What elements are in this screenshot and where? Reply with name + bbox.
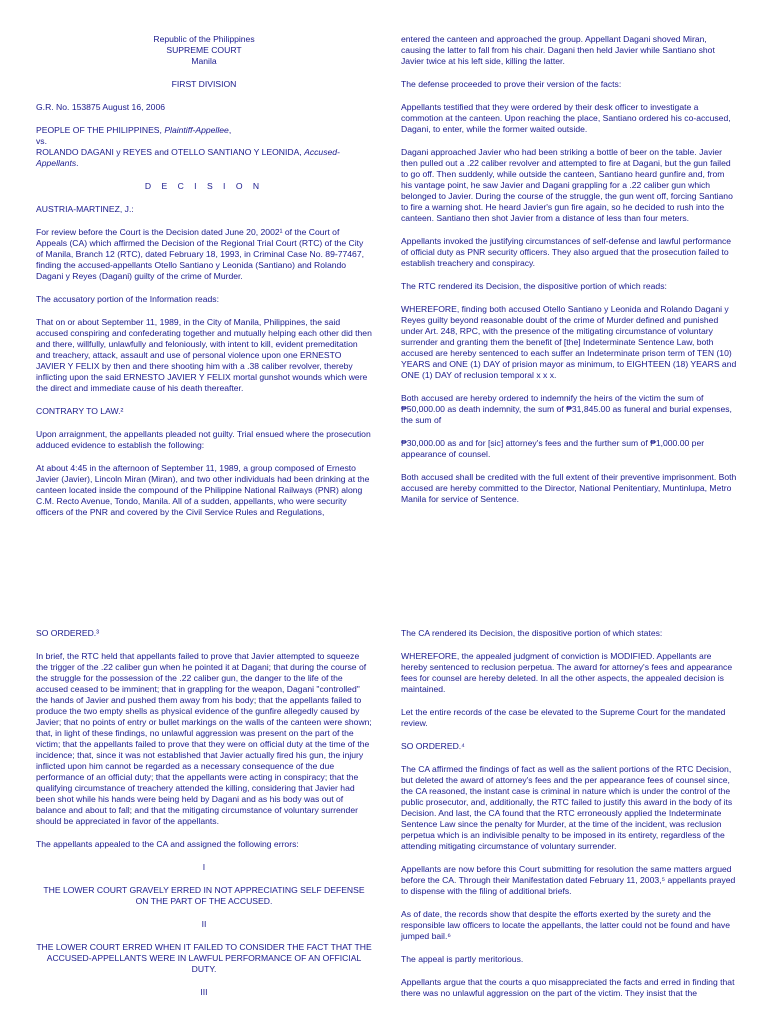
paragraph: The CA affirmed the findings of fact as well as the salient portions of the RTC Decision, but deleted the award of attorney's fees and the per appearance fees of counsel since, the CA reasoned, the instant case is criminal in nature which is under the control of the public prosecutor, and, additionally, the RTC failed to justify this award in the body of its Decision. And last, the CA found that the RTC erroneously applied the Indeterminate Sentence Law since the penalty for Murder, at the time of the incident, was reclusion perpetua which is an indivisible penalty to be imposed in its entirety, regardless of the attending mitigating circumstance of voluntary surrender. — [401, 764, 733, 851]
paragraph: Appellants argue that the courts a quo misappreciated the facts and erred in finding that there was no unlawful aggression on the part of the victim. They insist that the — [401, 977, 735, 998]
paragraph: The CA rendered its Decision, the dispositive portion of which states: — [401, 628, 663, 638]
page2-right-column — [401, 628, 737, 1011]
header-republic: Republic of the Philippines — [153, 34, 255, 44]
party-accused: ROLANDO DAGANI y REYES and OTELLO SANTIANO Y LEONIDA, Accused-Appellants. — [36, 147, 340, 168]
error-number: III — [200, 987, 208, 997]
ponente: AUSTRIA-MARTINEZ, J.: — [36, 204, 134, 214]
document-page-2 — [0, 512, 768, 1022]
paragraph: Both accused are hereby ordered to indemnify the heirs of the victim the sum of ₱50,000.00 as death indemnity, the sum of ₱31,845.00 as funeral and burial expenses, the sum of — [401, 393, 732, 425]
paragraph: WHEREFORE, the appealed judgment of conviction is MODIFIED. Appellants are hereby sentenced to reclusion perpetua. The award for attorney's fees and appearance fees for counsel are hereby deleted. In all the other aspects, the appealed decision is maintained. — [401, 651, 733, 694]
paragraph: The RTC rendered its Decision, the dispositive portion of which reads: — [401, 281, 667, 291]
page1-right-column — [401, 34, 737, 517]
paragraph: The appeal is partly meritorious. — [401, 954, 524, 964]
paragraph: SO ORDERED.⁴ — [401, 741, 465, 751]
error-number: I — [202, 862, 206, 872]
versus: vs. — [36, 136, 47, 146]
page2-left-column — [36, 628, 372, 1010]
page1-left-column — [36, 34, 372, 530]
paragraph: In brief, the RTC held that appellants failed to prove that Javier attempted to squeeze the trigger of the .22 caliber gun when he pointed it at Dagani; that during the course of the struggle for the possession of the .22 caliber gun, the danger to the life of the accused ceased to be imminent; that in grappling for the weapon, Dagani "controlled" the hands of Javier and pushed them away from his body; that the appellants failed to produce the two empty shells as physical evidence of the gunfire allegedly caused by Javier; that no points of entry or bullet markings on the walls of the canteen were shown; that, in light of these findings, no unlawful aggression was present on the part of the victim; that the appellants failed to prove that they were on official duty at the time of the incidence; that, since it was not established that Javier actually fired his gun, the injury inflicted upon him cannot be regarded as a necessary consequence of the due performance of an official duty; that the appellants were acting in conspiracy; that the qualifying circumstance of treachery attended the killing, considering that Javier had been shot while his hands were being held by Dagani and as his body was out of balance and about to fall; and that the mitigating circumstance of voluntary surrender should be appreciated in favor of the appellants. — [36, 651, 372, 826]
case-parties — [36, 125, 372, 169]
paragraph: That on or about September 11, 1989, in the City of Manila, Philippines, the said accused conspiring and confederating together and mutually helping each other did then and there, willfully, unlawfully and feloniously, with intent to kill, evident premeditation and treachery, attack, assault and use of personal violence upon one ERNESTO JAVIER Y FELIX by then and there shooting him with a .38 caliber revolver, thereby inflicting upon the said ERNESTO JAVIER Y FELIX mortal gunshot wounds which were the direct and immediate cause of his death thereafter. — [36, 317, 372, 393]
paragraph: Appellants invoked the justifying circumstances of self-defense and lawful performance of official duty as PNR security officers. They also argued that the prosecution failed to establish treachery and conspiracy. — [401, 236, 732, 268]
paragraph: For review before the Court is the Decision dated June 20, 2002¹ of the Court of Appeals (CA) which affirmed the Decision of the Regional Trial Court (RTC) of the City of Manila, Branch 12 (RTC), dated February 18, 1993, in Criminal Case No. 89-77467, finding the accused-appellants Otello Santiano y Leonida (Santiano) and Rolando Dagani y Reyes (Dagani) guilty of the crime of Murder. — [36, 227, 365, 281]
assigned-error: THE LOWER COURT GRAVELY ERRED IN NOT APPRECIATING SELF DEFENSE ON THE PART OF THE ACCUSED. — [43, 885, 365, 906]
decision-title: D E C I S I O N — [144, 181, 264, 191]
header-manila: Manila — [191, 56, 217, 66]
paragraph: Let the entire records of the case be elevated to the Supreme Court for the mandated review. — [401, 707, 726, 728]
assigned-error: THE LOWER COURT ERRED WHEN IT FAILED TO CONSIDER THE FACT THAT THE ACCUSED-APPELLANTS WERE IN LAWFUL PERFORMANCE OF AN OFFICIAL DUTY. — [36, 942, 372, 974]
paragraph: CONTRARY TO LAW.² — [36, 406, 124, 416]
paragraph: The accusatory portion of the Information reads: — [36, 294, 219, 304]
paragraph: Upon arraignment, the appellants pleaded not guilty. Trial ensued where the prosecution adduced evidence to establish the following: — [36, 429, 371, 450]
gr-number: G.R. No. 153875 August 16, 2006 — [36, 102, 165, 112]
paragraph: SO ORDERED.³ — [36, 628, 100, 638]
error-number: II — [201, 919, 207, 929]
paragraph: Dagani approached Javier who had been striking a bottle of beer on the table. Javier then pulled out a .22 caliber revolver and attempted to fire at Dagani, but the gun failed to go off. Then suddenly, while outside the canteen, Santiano heard gunfire and, from his vantage point, he saw Javier and Dagani grappling for a .22 caliber gun which belonged to Javier. During the course of the struggle, the gun went off, forcing Santiano to fire a warning shot. He heard Javier's gun fire again, so he decided to rush into the canteen. Santiano then shot Javier from a distance of less than four meters. — [401, 147, 733, 223]
header-supreme-court: SUPREME COURT — [166, 45, 242, 55]
paragraph: Both accused shall be credited with the full extent of their preventive imprisonment. Both accused are hereby committed to the Director, National Penitentiary, Muntinlupa, Metro Manila for service of Sentence. — [401, 472, 737, 504]
court-header — [36, 34, 372, 67]
paragraph: At about 4:45 in the afternoon of September 11, 1989, a group composed of Ernesto Javier (Javier), Lincoln Miran (Miran), and two other individuals had been drinking at the canteen located inside the compound of the Philippine National Railways (PNR) along C.M. Recto Avenue, Tondo, Manila. All of a sudden, appellants, who were security officers of the PNR and covered by the Civil Service Rules and Regulations, — [36, 463, 370, 517]
paragraph: As of date, the records show that despite the efforts exerted by the surety and the responsible law officers to locate the appellants, the latter could not be found and have jumped bail.⁶ — [401, 909, 731, 941]
paragraph: Appellants testified that they were ordered by their desk officer to investigate a commotion at the canteen. Upon reaching the place, Santiano ordered his co-accused, Dagani, to enter, while the former waited outside. — [401, 102, 731, 134]
party-plaintiff: PEOPLE OF THE PHILIPPINES, Plaintiff-Appellee, — [36, 125, 232, 135]
paragraph: The appellants appealed to the CA and assigned the following errors: — [36, 839, 299, 849]
division-title: FIRST DIVISION — [171, 79, 237, 89]
paragraph: Appellants are now before this Court submitting for resolution the same matters argued before the CA. Through their Manifestation dated February 11, 2003,⁵ appellants prayed to dispense with the filing of additional briefs. — [401, 864, 736, 896]
paragraph: WHEREFORE, finding both accused Otello Santiano y Leonida and Rolando Dagani y Reyes guilty beyond reasonable doubt of the crime of Murder defined and punished under Art. 248, RPC, with the presence of the mitigating circumstance of voluntary surrender and granting them the benefit of [the] Indeterminate Sentence Law, both accused are hereby sentenced to each suffer an Indeterminate prison term of TEN (10) YEARS and ONE (1) DAY of prision mayor as minimum, to EIGHTEEN (18) YEARS and ONE (1) DAY of reclusion temporal x x x. — [401, 304, 737, 380]
paragraph: The defense proceeded to prove their version of the facts: — [401, 79, 622, 89]
paragraph: ₱30,000.00 as and for [sic] attorney's fees and the further sum of ₱1,000.00 per appearance of counsel. — [401, 438, 705, 459]
paragraph: entered the canteen and approached the group. Appellant Dagani shoved Miran, causing the latter to fall from his chair. Dagani then held Javier while Santiano shot Javier twice at his left side, killing the latter. — [401, 34, 715, 66]
